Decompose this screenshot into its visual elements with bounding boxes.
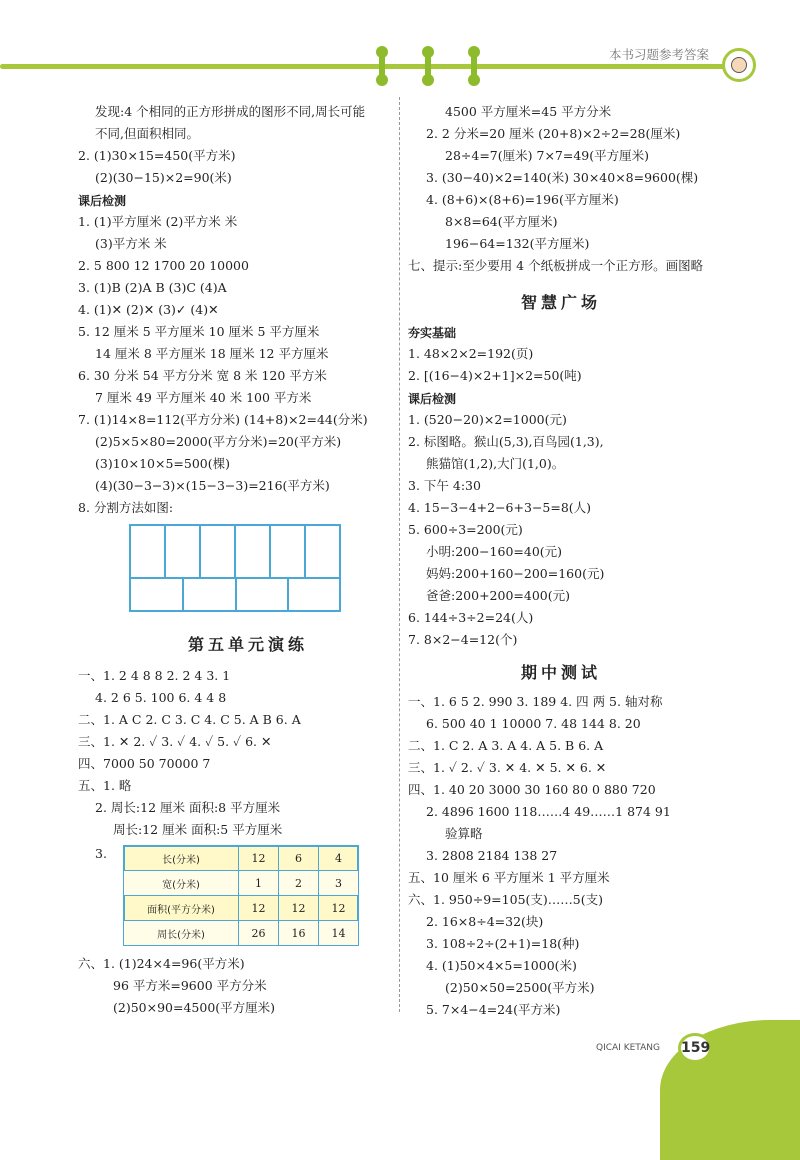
text-line: 5. 12 厘米 5 平方厘米 10 厘米 5 平方厘米 [78, 324, 320, 339]
text-line: 4. 2 6 5. 100 6. 4 4 8 [95, 690, 227, 705]
text-line: 2. (1)30×15=450(平方米) [78, 148, 236, 163]
table-cell: 4 [319, 846, 359, 871]
table-row [124, 871, 359, 896]
text-line: 一、1. 2 4 8 8 2. 2 4 3. 1 [78, 668, 231, 683]
text-line: 2. 5 800 12 1700 20 10000 [78, 258, 249, 273]
header-bar [0, 64, 740, 69]
text-line: 4. 15−3−4+2−6+3−5=8(人) [408, 500, 592, 515]
text-line: 四、7000 50 70000 7 [78, 756, 211, 771]
table-cell: 12 [319, 896, 359, 921]
text-line: 14 厘米 8 平方厘米 18 厘米 12 平方厘米 [95, 346, 329, 361]
text-line: (2)50×50=2500(平方米) [445, 980, 595, 995]
text-line: 五、10 厘米 6 平方厘米 1 平方厘米 [408, 870, 610, 885]
text-line: 6. 144÷3÷2=24(人) [408, 610, 534, 625]
table-cell: 宽(分米) [124, 871, 239, 896]
text-line: 3. 2808 2184 138 27 [426, 848, 558, 863]
text-line: 196−64=132(平方厘米) [445, 236, 590, 251]
footer-brand: QICAI KETANG [596, 1043, 660, 1053]
text-line: 2. 周长:12 厘米 面积:8 平方厘米 [95, 800, 281, 815]
table-cell: 12 [279, 896, 319, 921]
text-line: 2. 标图略。猴山(5,3),百鸟园(1,3), [408, 434, 604, 449]
text-line: 7. 8×2−4=12(个) [408, 632, 518, 647]
text-line: 验算略 [445, 826, 483, 841]
table-cell: 2 [279, 871, 319, 896]
text-line: 2. 2 分米=20 厘米 (20+8)×2÷2=28(厘米) [426, 126, 681, 141]
table-cell: 6 [279, 846, 319, 871]
text-line: 爸爸:200+200=400(元) [426, 588, 570, 603]
text-line: 3. [95, 846, 107, 861]
table-cell: 1 [239, 871, 279, 896]
text-line: 六、1. (1)24×4=96(平方米) [78, 956, 245, 971]
text-line: 不同,但面积相同。 [95, 126, 199, 141]
text-line: 七、提示:至少要用 4 个纸板拼成一个正方形。画图略 [408, 258, 704, 273]
text-line: 1. (520−20)×2=1000(元) [408, 412, 567, 427]
text-line: 熊猫馆(1,2),大门(1,0)。 [426, 456, 565, 471]
text-line: 四、1. 40 20 3000 30 160 80 0 880 720 [408, 782, 656, 797]
text-line: (2)(30−15)×2=90(米) [95, 170, 232, 185]
text-line: 5. 600÷3=200(元) [408, 522, 523, 537]
section-heading: 夯实基础 [408, 326, 457, 340]
text-line: 4. (1)50×4×5=1000(米) [426, 958, 577, 973]
text-line: (2)50×90=4500(平方厘米) [113, 1000, 276, 1015]
text-line: 28÷4=7(厘米) 7×7=49(平方厘米) [445, 148, 649, 163]
table-cell: 14 [319, 921, 359, 946]
text-line: 96 平方米=9600 平方分米 [113, 978, 267, 993]
text-line: 2. 16×8÷4=32(块) [426, 914, 544, 929]
text-line: 7. (1)14×8=112(平方分米) (14+8)×2=44(分米) [78, 412, 368, 427]
text-line: 五、1. 略 [78, 778, 132, 793]
zhihui-title: 智慧广场 [521, 293, 602, 312]
table-cell: 长(分米) [124, 846, 239, 871]
text-line: 2. 4896 1600 118……4 49……1 874 91 [426, 804, 671, 819]
text-line: 三、1. ✓ 2. ✓ 3. ✕ 4. ✕ 5. ✕ 6. ✕ [408, 760, 607, 775]
table-row [124, 846, 359, 871]
unit5-title: 第五单元演练 [188, 635, 309, 654]
text-line: 发现:4 个相同的正方形拼成的图形不同,周长可能 [95, 104, 366, 119]
rectangle-table [123, 845, 359, 946]
text-line: 周长:12 厘米 面积:5 平方厘米 [113, 822, 283, 837]
midterm-title: 期中测试 [521, 663, 602, 682]
table-cell: 16 [279, 921, 319, 946]
text-line: 1. (1)平方厘米 (2)平方米 米 [78, 214, 238, 229]
text-line: 妈妈:200+160−200=160(元) [426, 566, 605, 581]
text-line: 1. 48×2×2=192(页) [408, 346, 534, 361]
text-line: 二、1. A C 2. C 3. C 4. C 5. A B 6. A [78, 712, 301, 727]
text-line: 二、1. C 2. A 3. A 4. A 5. B 6. A [408, 738, 604, 753]
mascot-icon [722, 48, 756, 82]
text-line: 6. 500 40 1 10000 7. 48 144 8. 20 [426, 716, 641, 731]
text-line: 3. 下午 4:30 [408, 478, 481, 493]
text-line: 8. 分割方法如图: [78, 500, 174, 515]
text-line: 4500 平方厘米=45 平方分米 [445, 104, 612, 119]
table-row [124, 921, 359, 946]
table-row [124, 896, 359, 921]
table-cell: 12 [239, 896, 279, 921]
text-line: (3)平方米 米 [95, 236, 167, 251]
section-heading: 课后检测 [408, 392, 457, 406]
text-line: 8×8=64(平方厘米) [445, 214, 558, 229]
text-line: 2. [(16−4)×2+1]×2=50(吨) [408, 368, 582, 383]
binder-clip-icon [471, 50, 477, 82]
text-line: 3. (1)B (2)A B (3)C (4)A [78, 280, 227, 295]
text-line: 6. 30 分米 54 平方分米 宽 8 米 120 平方米 [78, 368, 327, 383]
text-line: 4. (8+6)×(8+6)=196(平方厘米) [426, 192, 619, 207]
text-line: 5. 7×4−4=24(平方米) [426, 1002, 561, 1017]
table-cell: 周长(分米) [124, 921, 239, 946]
binder-clip-icon [379, 50, 385, 82]
column-divider [399, 97, 400, 1012]
text-line: (3)10×10×5=500(棵) [95, 456, 231, 471]
text-line: 3. 108÷2÷(2+1)=18(种) [426, 936, 580, 951]
table-cell: 26 [239, 921, 279, 946]
text-line: (2)5×5×80=2000(平方分米)=20(平方米) [95, 434, 342, 449]
table-cell: 12 [239, 846, 279, 871]
text-line: 7 厘米 49 平方厘米 40 米 100 平方米 [95, 390, 312, 405]
text-line: 一、1. 6 5 2. 990 3. 189 4. 四 两 5. 轴对称 [408, 694, 663, 709]
header-title: 本书习题参考答案 [609, 47, 710, 62]
text-line: 六、1. 950÷9=105(支)……5(支) [408, 892, 603, 907]
page-number: 159 [678, 1033, 712, 1063]
table-cell: 3 [319, 871, 359, 896]
text-line: 4. (1)✕ (2)✕ (3)✓ (4)✕ [78, 302, 219, 317]
partition-figure [129, 524, 341, 612]
table-cell: 面积(平方分米) [124, 896, 239, 921]
text-line: 三、1. ✕ 2. ✓ 3. ✓ 4. ✓ 5. ✓ 6. ✕ [78, 734, 272, 749]
binder-clip-icon [425, 50, 431, 82]
text-line: (4)(30−3−3)×(15−3−3)=216(平方米) [95, 478, 330, 493]
text-line: 3. (30−40)×2=140(米) 30×40×8=9600(棵) [426, 170, 699, 185]
section-heading: 课后检测 [78, 194, 127, 208]
text-line: 小明:200−160=40(元) [426, 544, 563, 559]
